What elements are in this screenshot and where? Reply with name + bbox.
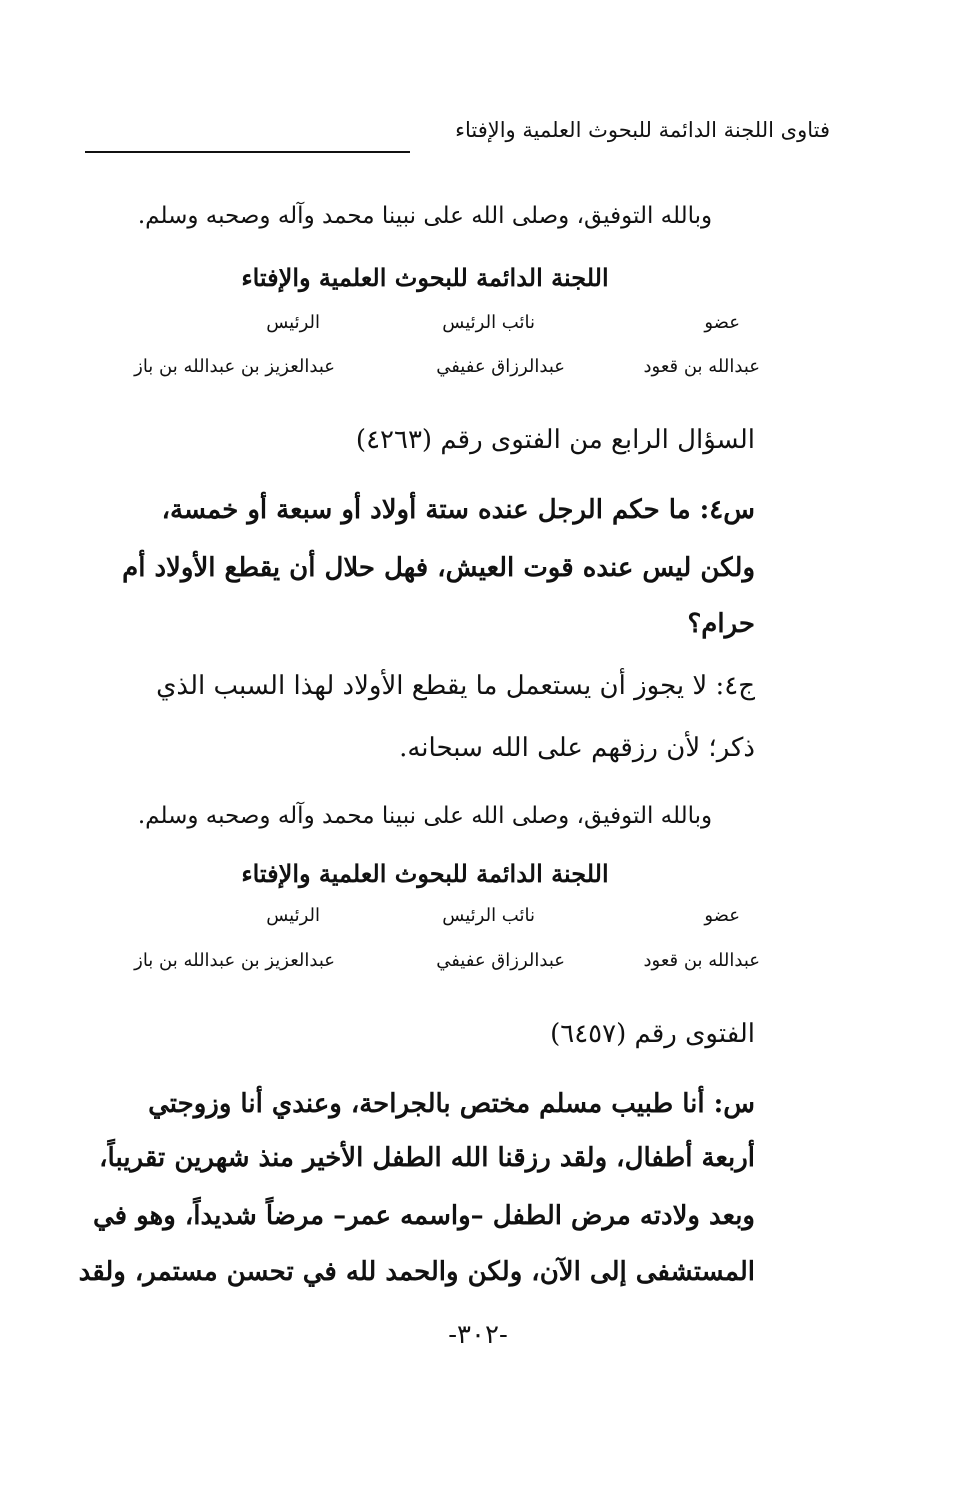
role-member: عضو bbox=[704, 905, 740, 926]
committee-name: اللجنة الدائمة للبحوث العلمية والإفتاء bbox=[241, 263, 609, 292]
committee-name: اللجنة الدائمة للبحوث العلمية والإفتاء bbox=[241, 859, 609, 888]
name-member: عبدالله بن قعود bbox=[643, 950, 760, 971]
name-member: عبدالله بن قعود bbox=[643, 356, 760, 377]
signature-names bbox=[110, 950, 760, 980]
question-line: حرام؟ bbox=[687, 609, 755, 639]
running-header bbox=[85, 118, 830, 158]
signature-roles bbox=[110, 905, 760, 935]
question-line: س: أنا طبيب مسلم مختص بالجراحة، وعندي أنا وزوجتي bbox=[148, 1089, 755, 1119]
question-line: ولكن ليس عنده قوت العيش، فهل حلال أن يقطع الأولاد أم bbox=[122, 553, 755, 583]
name-vice-president: عبدالرزاق عفيفي bbox=[436, 950, 565, 971]
role-member: عضو bbox=[704, 312, 740, 333]
name-president: عبدالعزيز بن عبدالله بن باز bbox=[134, 950, 335, 971]
answer-line: ذكر؛ لأن رزقهم على الله سبحانه. bbox=[399, 733, 755, 763]
name-vice-president: عبدالرزاق عفيفي bbox=[436, 356, 565, 377]
signature-roles bbox=[110, 312, 760, 342]
fatwa-heading: الفتوى رقم (٦٤٥٧) bbox=[550, 1019, 755, 1049]
role-president: الرئيس bbox=[266, 312, 320, 333]
signature-names bbox=[110, 356, 760, 386]
answer-line: ج٤: لا يجوز أن يستعمل ما يقطع الأولاد لهذا السبب الذي bbox=[156, 671, 755, 701]
question-line: المستشفى إلى الآن، ولكن والحمد لله في تحسن مستمر، ولقد bbox=[78, 1257, 755, 1287]
role-vice-president: نائب الرئيس bbox=[442, 312, 535, 333]
question-line: وبعد ولادته مرض الطفل –واسمه عمر– مرضاً شديداً، وهو في bbox=[92, 1201, 755, 1231]
name-president: عبدالعزيز بن عبدالله بن باز bbox=[134, 356, 335, 377]
role-president: الرئيس bbox=[266, 905, 320, 926]
question-line: س٤: ما حكم الرجل عنده ستة أولاد أو سبعة أو خمسة، bbox=[161, 495, 755, 525]
closing-formula: وبالله التوفيق، وصلى الله على نبينا محمد وآله وصحبه وسلم. bbox=[137, 803, 713, 829]
header-rule bbox=[85, 151, 410, 153]
role-vice-president: نائب الرئيس bbox=[442, 905, 535, 926]
question4-heading: السؤال الرابع من الفتوى رقم (٤٢٦٣) bbox=[355, 425, 755, 455]
header-title: فتاوى اللجنة الدائمة للبحوث العلمية والإفتاء bbox=[455, 118, 830, 142]
question-line: أربعة أطفال، ولقد رزقنا الله الطفل الأخير منذ شهرين تقريباً، bbox=[99, 1143, 755, 1173]
closing-formula: وبالله التوفيق، وصلى الله على نبينا محمد وآله وصحبه وسلم. bbox=[137, 203, 713, 229]
page-number: -٣٠٢- bbox=[448, 1320, 508, 1350]
